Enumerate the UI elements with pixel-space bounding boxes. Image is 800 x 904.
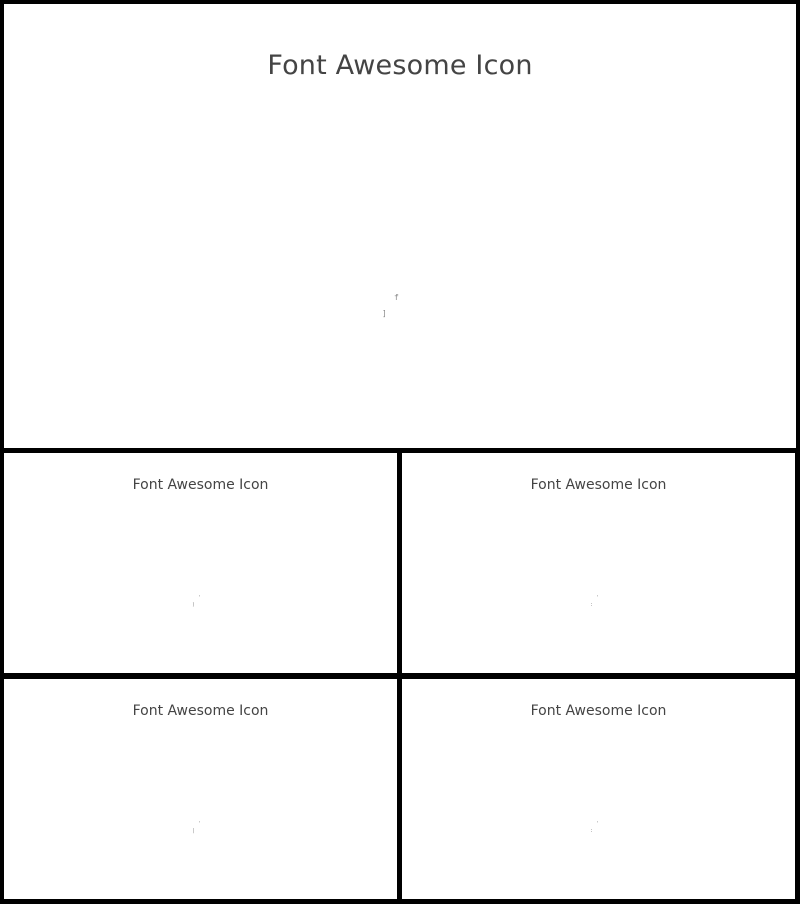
font-awesome-glyph-icon: ) [192,602,196,608]
font-awesome-glyph-icon: ' [596,595,600,601]
font-awesome-glyph-icon: | [192,828,196,834]
font-awesome-glyph-icon: : [590,602,594,608]
font-awesome-glyph-icon: ] [382,309,387,318]
icon-preview-panel-bottom-left [4,679,397,899]
font-awesome-glyph-icon: ' [198,595,202,601]
icon-preview-panel-main [4,4,796,448]
panel-title: Font Awesome Icon [132,477,269,493]
icon-preview-panel-top-left [4,453,397,673]
panel-title: Font Awesome Icon [530,703,667,719]
panel-title: Font Awesome Icon [530,477,667,493]
font-awesome-glyph-icon: ' [596,821,600,827]
icon-preview-panel-bottom-right [402,679,795,899]
icon-preview-panel-top-right [402,453,795,673]
font-awesome-glyph-icon: : [590,828,594,834]
panel-title: Font Awesome Icon [267,50,533,81]
font-awesome-glyph-icon: ' [198,821,202,827]
font-awesome-glyph-icon: f [394,293,399,302]
panel-title: Font Awesome Icon [132,703,269,719]
